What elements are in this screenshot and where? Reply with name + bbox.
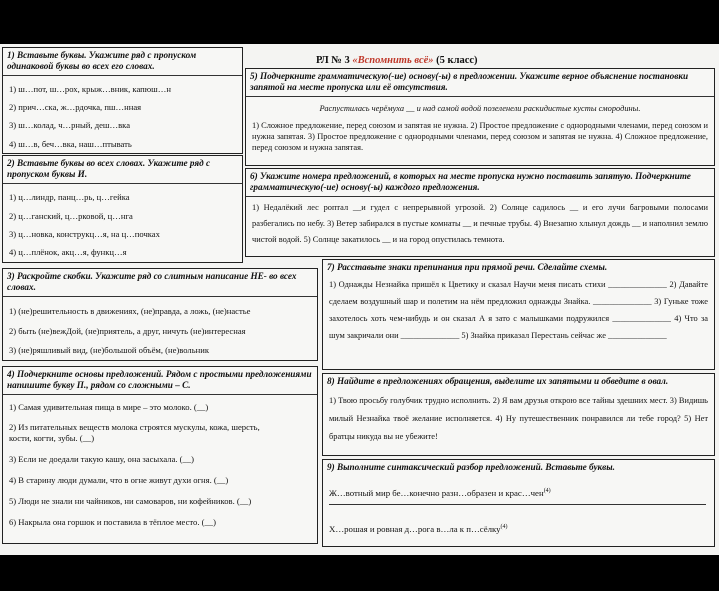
task-4 xyxy=(2,366,318,544)
task-9 xyxy=(322,459,715,547)
task-4-sentence: 6) Накрыла она горшок и поставила в тёплое место. (__) xyxy=(9,517,216,527)
task-2-header: 2) Вставьте буквы во всех словах. Укажите ряд с пропуском буквы И. xyxy=(3,156,242,184)
task-5 xyxy=(245,68,715,166)
task-1 xyxy=(2,47,243,154)
task-4-sentence: 2) Из питательных веществ молока строятся мускулы, кожа, шерсть, xyxy=(9,422,260,432)
task-3-option: 3) (не)ряшливый вид, (не)большой объём, (не)вольник xyxy=(9,345,210,355)
task-5-options: 1) Сложное предложение, перед союзом и запятая не нужна. 2) Простое предложение с однородными членами, перед союзом и нужна запятая. 3) Простое предложение с однородными членами, перед союзом и запятая не нужна. 4) Сложное предложение, перед союзом и нужна запятая. xyxy=(252,120,708,152)
task-7 xyxy=(322,259,715,370)
task-2-option: 4) ц…плёнок, акц…я, функц…я xyxy=(9,247,127,257)
task-3-header: 3) Раскройте скобки. Укажите ряд со слитным написание НЕ- во всех словах. xyxy=(3,269,317,297)
task-1-option: 1) ш…пот, ш…рох, крыж…вник, капюш…н xyxy=(9,84,171,94)
task-7-sentences: 1) Однажды Незнайка пришёл к Цветику и сказал Научи меня писать стихи ______________ 2) Давайте сделаем воздушный шар и полетим на нём предложил однажды Знайка. ______________ 3) Гуньке тоже захотелось хоть чем-нибудь и он сказал А я зато с малышками подружился ______________ 4) Что за шум закричали они ______________ 5) Знайка приказал Перестань сейчас же ______________ xyxy=(329,280,708,340)
task-8-header: 8) Найдите в предложениях обращения, выделите их запятыми и обведите в овал. xyxy=(327,376,669,386)
task-6-header: 6) Укажите номера предложений, в которых на месте пропуска нужно поставить запятую. Подчеркните грамматическую(-ие) основу(-ы) каждого предложения. xyxy=(246,169,714,197)
task-9-sentence-1: Ж…вотный мир бе…конечно разн…образен и крас…чен$^{(4)}$ xyxy=(329,487,551,498)
task-1-header: 1) Вставьте буквы. Укажите ряд с пропуском одинаковой буквы во всех его словах. xyxy=(3,48,242,76)
task-3 xyxy=(2,268,318,361)
task-3-option: 2) быть (не)вежДой, (не)приятель, а друг, ничуть (не)интересная xyxy=(9,326,246,336)
task-9-sentence-2: Х…рошая и ровная д…рога в…ла к п…сёлку$^{(4)}$ xyxy=(329,523,508,534)
page-title: РЛ № 3 «Вспомнить всё» (5 класс) xyxy=(316,55,478,66)
task-7-header: 7) Расставьте знаки препинания при прямой речи. Сделайте схемы. xyxy=(327,262,608,272)
task-6 xyxy=(245,168,715,257)
task-3-option: 1) (не)решительность в движениях, (не)правда, а ложь, (не)настье xyxy=(9,306,251,316)
worksheet-page xyxy=(0,44,719,555)
task-2-option: 2) ц…ганский, ц…рковой, ц…нга xyxy=(9,211,133,221)
task-4-sentence: 3) Если не доедали такую кашу, она засыхала. (__) xyxy=(9,454,194,464)
task-1-option: 2) прич…ска, ж…рдочка, пш…нная xyxy=(9,102,142,112)
task-4-sentence: 4) В старину люди думали, что в огне живут духи огня. (__) xyxy=(9,475,229,485)
task-4-sentence: 5) Люди не знали ни чайников, ни самоваров, ни кофейников. (__) xyxy=(9,496,252,506)
task-4-header: 4) Подчеркните основы предложений. Рядом с простыми предложениями напишите букву П., рядом со сложными – С. xyxy=(3,367,317,395)
task-2-option: 3) ц…новка, конструкц…я, на ц…почках xyxy=(9,229,160,239)
task-1-option: 4) ш…в, беч…вка, наш…птывать xyxy=(9,139,132,149)
task-6-sentences: 1) Недалёкий лес роптал __и гудел с непрерывной угрозой. 2) Солнце садилось __ и его лучи багровыми полосами разбегались по небу. 3) Ветер забирался в пустые комнаты __ и печные трубы. 4) Внезапно хлынул дождь __ и наполнил землю чистой водой. 5) Солнце закатилось __ и на город опустилась темнота. xyxy=(252,203,708,244)
task-5-example: Распустилась черёмуха __ и над самой водой позеленели раскидистые кусты смородины. xyxy=(319,104,641,113)
answer-line xyxy=(329,504,706,505)
task-8 xyxy=(322,373,715,456)
task-2-option: 1) ц…линдр, панц…рь, ц…гейка xyxy=(9,192,130,202)
task-2 xyxy=(2,155,243,263)
task-5-header: 5) Подчеркните грамматическую(-ие) основу(-ы) в предложении. Укажите верное объяснение постановки запятой на месте пропуска или её отсутствия. xyxy=(246,69,714,97)
task-9-header: 9) Выполните синтаксический разбор предложений. Вставьте буквы. xyxy=(327,462,615,472)
task-1-option: 3) ш…колад, ч…рный, деш…вка xyxy=(9,120,131,130)
task-4-sentence: кости, когти, зубы. (__) xyxy=(9,433,95,443)
task-8-sentences: 1) Твою просьбу голубчик трудно исполнить. 2) Я вам друзья открою все тайны здешних мест. 3) Видишь милый Незнайка твоё желание исполняется. 4) Ну путешественник понравился ли тебе город? 5) Нет братцы никуда вы не убежите! xyxy=(329,396,708,441)
task-4-sentence: 1) Самая удивительная пища в мире – это молоко. (__) xyxy=(9,402,209,412)
